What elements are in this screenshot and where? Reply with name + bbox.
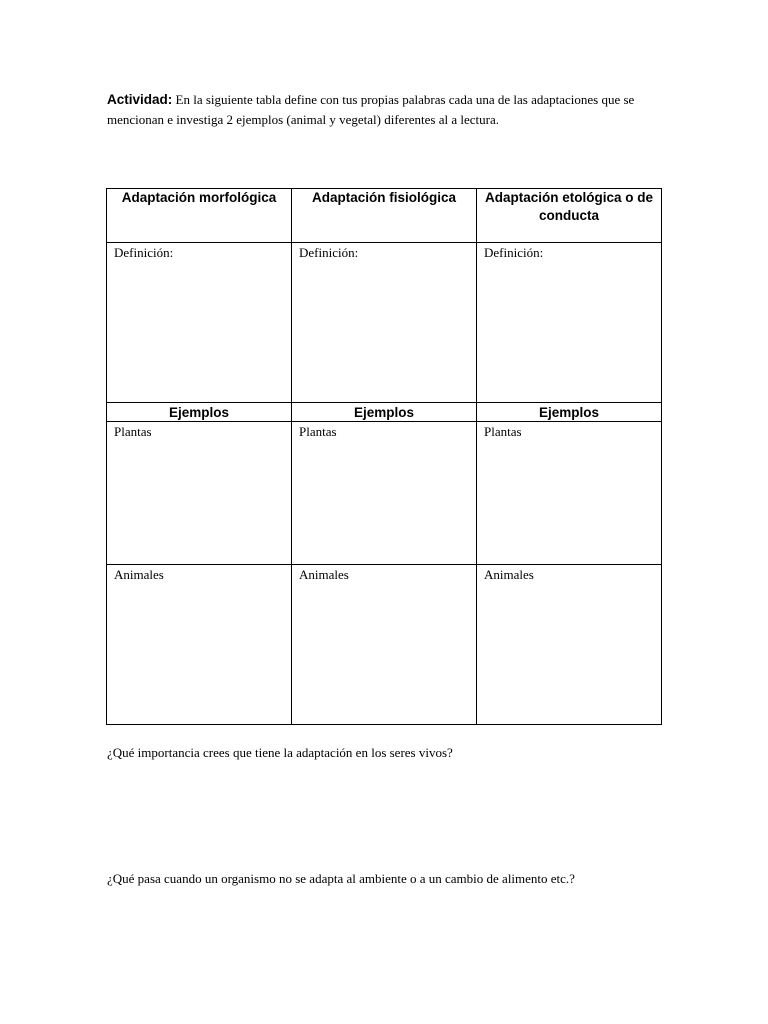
activity-text: En la siguiente tabla define con tus propias palabras cada una de las adaptaciones que se mencionan e investiga 2 ejemplos (animal y vegetal) diferentes al a lectura. bbox=[107, 92, 635, 127]
animals-cell-morphological[interactable]: Animales bbox=[107, 565, 292, 725]
header-morphological: Adaptación morfológica bbox=[107, 189, 292, 243]
adaptations-table bbox=[106, 188, 662, 725]
examples-header-behavioral: Ejemplos bbox=[477, 403, 662, 422]
plants-cell-morphological[interactable]: Plantas bbox=[107, 422, 292, 565]
definition-cell-physiological[interactable]: Definición: bbox=[292, 243, 477, 403]
header-behavioral: Adaptación etológica o de conducta bbox=[477, 189, 662, 243]
definition-row bbox=[107, 243, 662, 403]
definition-cell-behavioral[interactable]: Definición: bbox=[477, 243, 662, 403]
definition-cell-morphological[interactable]: Definición: bbox=[107, 243, 292, 403]
question-importance: ¿Qué importancia crees que tiene la adaptación en los seres vivos? bbox=[107, 745, 453, 760]
animals-row bbox=[107, 565, 662, 725]
activity-label: Actividad: bbox=[107, 92, 173, 107]
question-no-adaptation: ¿Qué pasa cuando un organismo no se adapta al ambiente o a un cambio de alimento etc.? bbox=[107, 871, 575, 886]
table-header-row bbox=[107, 189, 662, 243]
header-physiological: Adaptación fisiológica bbox=[292, 189, 477, 243]
examples-header-row bbox=[107, 403, 662, 422]
plants-cell-behavioral[interactable]: Plantas bbox=[477, 422, 662, 565]
animals-cell-behavioral[interactable]: Animales bbox=[477, 565, 662, 725]
examples-header-morphological: Ejemplos bbox=[107, 403, 292, 422]
plants-row bbox=[107, 422, 662, 565]
examples-header-physiological: Ejemplos bbox=[292, 403, 477, 422]
plants-cell-physiological[interactable]: Plantas bbox=[292, 422, 477, 565]
animals-cell-physiological[interactable]: Animales bbox=[292, 565, 477, 725]
activity-instructions bbox=[107, 90, 667, 130]
